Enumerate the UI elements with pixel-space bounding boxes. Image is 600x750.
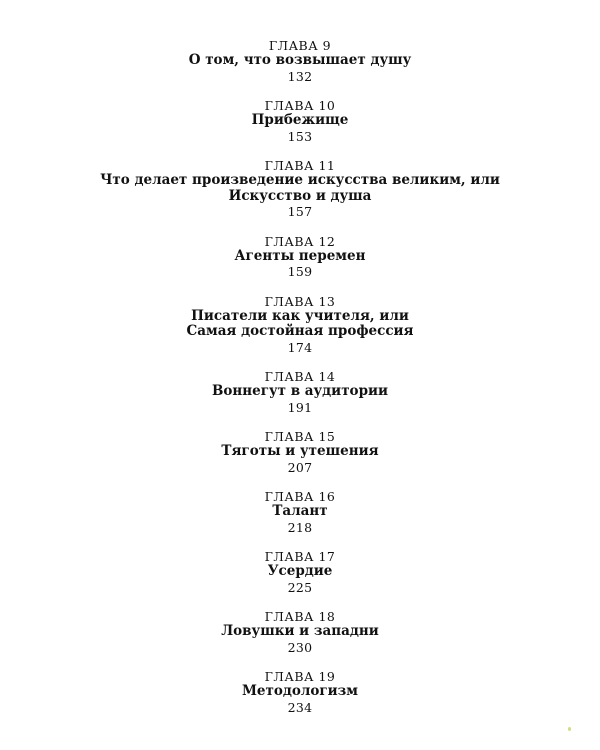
chapter-label: ГЛАВА 11 xyxy=(264,158,336,173)
chapter-title-line: Усердие xyxy=(267,563,333,579)
toc-entry-chapter-12 xyxy=(0,234,600,280)
chapter-title-line: Прибежище xyxy=(251,112,349,128)
chapter-title xyxy=(0,564,600,580)
chapter-title-line: Воннегут в аудитории xyxy=(211,383,389,399)
chapter-title xyxy=(0,113,600,129)
chapter-title xyxy=(0,504,600,520)
chapter-page-number: 157 xyxy=(287,204,313,219)
toc-entry-chapter-11 xyxy=(0,158,600,219)
chapter-title-line: О том, что возвышает душу xyxy=(188,52,412,68)
chapter-page-number: 207 xyxy=(287,459,313,475)
chapter-title-line: Тяготы и утешения xyxy=(221,443,379,459)
chapter-label: ГЛАВА 12 xyxy=(264,233,336,249)
chapter-title-line: Самая достойная профессия xyxy=(186,323,414,339)
toc-entry-chapter-14 xyxy=(0,369,600,415)
toc-entry-chapter-17 xyxy=(0,549,600,595)
toc-entry-chapter-10 xyxy=(0,98,600,144)
chapter-page-number: 234 xyxy=(287,699,313,715)
chapter-title-line: Ловушки и западни xyxy=(221,623,379,639)
chapter-title-line: Агенты перемен xyxy=(234,247,366,264)
chapter-label: ГЛАВА 16 xyxy=(264,489,336,504)
table-of-contents xyxy=(0,38,600,729)
chapter-title xyxy=(0,444,600,460)
chapter-page-number: 153 xyxy=(287,128,313,144)
chapter-page-number: 132 xyxy=(287,68,313,84)
chapter-title xyxy=(0,384,600,400)
toc-entry-chapter-13 xyxy=(0,294,600,355)
chapter-title xyxy=(0,173,600,204)
chapter-title-line: Искусство и душа xyxy=(228,187,372,204)
scan-speck xyxy=(568,727,571,731)
chapter-title-line: Писатели как учителя, или xyxy=(191,307,409,324)
chapter-page-number: 191 xyxy=(287,399,313,415)
chapter-label: ГЛАВА 19 xyxy=(264,669,336,684)
chapter-page-number: 174 xyxy=(287,339,313,355)
chapter-page-number: 159 xyxy=(287,264,313,279)
chapter-label: ГЛАВА 18 xyxy=(264,609,336,624)
chapter-title-line: Методологизм xyxy=(241,683,359,699)
chapter-label: ГЛАВА 15 xyxy=(264,429,336,444)
chapter-title xyxy=(0,624,600,640)
chapter-title-line: Талант xyxy=(272,503,328,519)
chapter-page-number: 218 xyxy=(287,519,313,535)
chapter-title xyxy=(0,684,600,700)
toc-entry-chapter-19 xyxy=(0,669,600,715)
chapter-title xyxy=(0,309,600,340)
toc-entry-chapter-9 xyxy=(0,38,600,84)
toc-entry-chapter-16 xyxy=(0,489,600,535)
chapter-title xyxy=(0,249,600,265)
chapter-page-number: 225 xyxy=(287,579,313,595)
chapter-page-number: 230 xyxy=(287,639,313,655)
chapter-title xyxy=(0,53,600,69)
chapter-label: ГЛАВА 14 xyxy=(264,369,336,384)
chapter-label: ГЛАВА 10 xyxy=(264,98,336,113)
chapter-label: ГЛАВА 13 xyxy=(264,293,336,309)
chapter-label: ГЛАВА 17 xyxy=(264,549,336,564)
toc-entry-chapter-18 xyxy=(0,609,600,655)
toc-entry-chapter-15 xyxy=(0,429,600,475)
chapter-label: ГЛАВА 9 xyxy=(268,38,332,53)
chapter-title-line: Что делает произведение искусства великим, или xyxy=(100,172,500,188)
